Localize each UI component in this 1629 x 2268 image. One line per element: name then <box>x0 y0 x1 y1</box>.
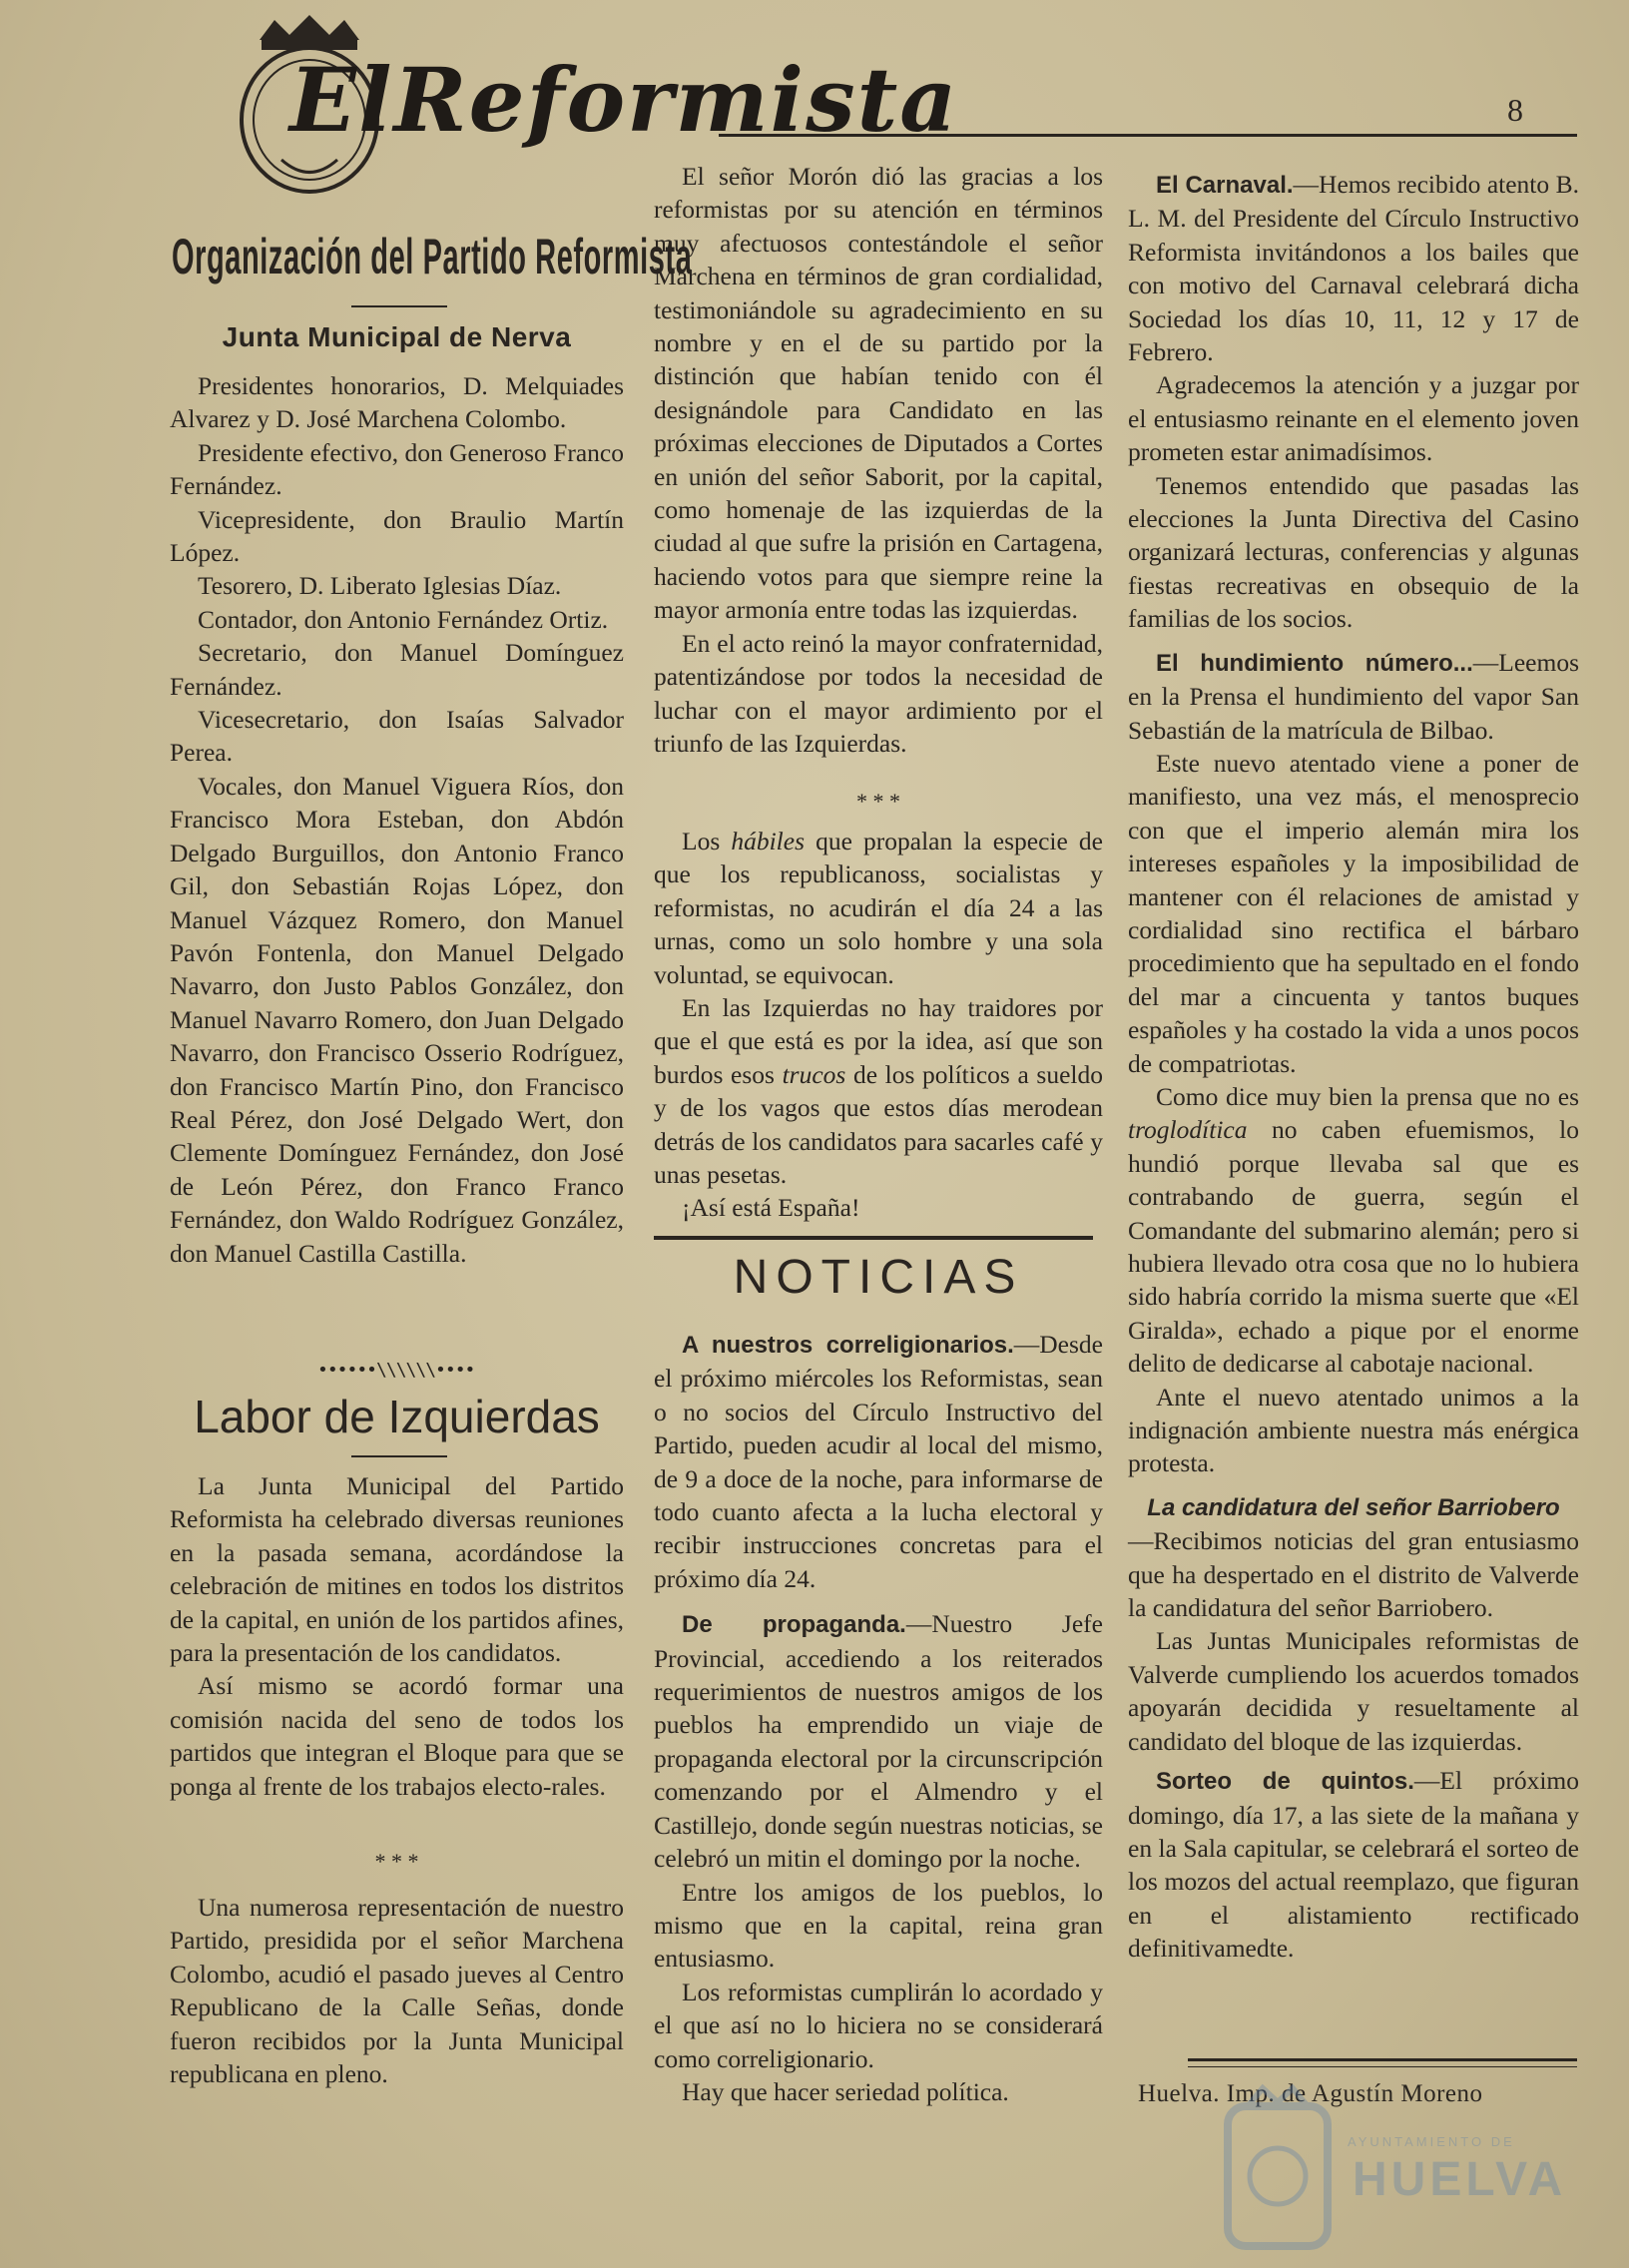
habiles-article <box>654 825 1103 1225</box>
news-item: A nuestros correligionarios.—Desde el próximo miércoles los Reformistas, sean o no socios del Círculo Instructivo del Partido, pueden acudir al local del mismo, de 9 a doce de la noche, para informarse de todo cuanto afecta a la lucha electoral y recibir instrucciones concretas para el próximo día 24. <box>654 1330 1103 1593</box>
column-three <box>1128 168 1579 1966</box>
ornament-divider: ••••••\\\\\\•••• <box>317 1360 475 1381</box>
news-item: Sorteo de quintos.—El próximo domingo, día 17, a las siete de la mañana y en la Sala capitular, se celebrará el sorteo de los mozos del actual reemplazo, que figuran en el alistamiento rectificado definitivamedte. <box>1128 1766 1579 1964</box>
moron-article <box>654 160 1103 760</box>
article-paragraph: ¡Así está España! <box>682 1193 860 1223</box>
header-rule <box>719 134 1577 137</box>
noticias-section <box>654 1328 1103 2108</box>
article-paragraph: Así mismo se acordó formar una comisión nacida del seno de todos los partidos que integran el Bloque para que se ponga al frente de los trabajos electo-rales. <box>170 1671 624 1801</box>
article-paragraph: La Junta Municipal del Partido Reformista ha celebrado diversas reuniones en la pasada semana, acordándose la celebración de mitines en todos los distritos de la capital, en unión de los partidos afines, para la presentación de los candidatos. <box>170 1471 624 1668</box>
junta-members-list <box>170 369 624 1270</box>
headline-rule <box>351 1455 447 1457</box>
stamp-city-text: HUELVA <box>1353 2153 1567 2206</box>
member-entry: Vicepresidente, don Braulio Martín López. <box>170 504 624 568</box>
article-paragraph: Los hábiles que propalan la especie de que los republicanoss, socialistas y reformistas, no acudirán el día 24 a las urnas, como un solo hombre y una sola voluntad, se equivocan. <box>654 827 1103 989</box>
article-paragraph: Ante el nuevo atentado unimos a la indignación ambiente nuestra más enérgica protesta. <box>1128 1382 1579 1478</box>
labor-article-cont <box>170 1891 624 2090</box>
article-paragraph: Hay que hacer seriedad política. <box>682 2076 1009 2106</box>
article-paragraph: Este nuevo atentado viene a poner de manifiesto, una vez más, el menosprecio con que el imperio alemán mira los intereses españoles y la imposibilidad de mantener con él relaciones de amistad y cordialidad sino rectifica el bárbaro procedimiento que ha sepultado en el fondo del mar a cincuenta y tantos buques españoles y ha costado la vida a unos pocos de compatriotas. <box>1128 748 1579 1078</box>
news-item-heading: La candidatura del señor Barriobero <box>1147 1493 1560 1521</box>
section-stars: * * * <box>374 1849 419 1874</box>
article-paragraph: Entre los amigos de los pueblos, lo mismo que en la capital, reina gran entusiasmo. <box>654 1877 1103 1974</box>
news-item: El Carnaval.—Hemos recibido atento B. L. M. del Presidente del Círculo Instructivo Reformista invitándonos a los bailes que con motivo del Carnaval celebrará dicha Sociedad los días 10, 11, 12 y 17 de Febrero. <box>1128 170 1579 367</box>
headline-rule <box>351 305 447 307</box>
news-item: —Recibimos noticias del gran entusiasmo que ha despertado en el distrito de Valverde la candidatura del señor Barriobero. <box>1128 1526 1579 1623</box>
article-paragraph: El señor Morón dió las gracias a los reformistas por su atención en términos muy afectuosos contestándole el señor Marchena en términos de gran cordialidad, testimoniándole su agradecimiento en su nombre y en el de su partido por la distinción que habían tenido con él designándole para Candidato en las próximas elecciones de Diputados a Cortes en unión del señor Saborit, por la capital, como homenaje de las izquierdas de la ciudad al que sufre la prisión en Cartagena, haciendo votos para que siempre reine la mayor armonía entre todas las izquierdas. <box>654 162 1103 625</box>
noticias-heading: NOTICIAS <box>733 1251 1024 1304</box>
member-entry: Tesorero, D. Liberato Iglesias Díaz. <box>198 571 562 601</box>
article-paragraph: Tenemos entendido que pasadas las elecciones la Junta Directiva del Casino organizará lecturas, conferencias y algunas fiestas recreativas en obsequio de la familias de los socios. <box>1128 470 1579 634</box>
printer-imprint: Huelva. Imp. de Agustín Moreno <box>1138 2080 1483 2107</box>
masthead <box>200 10 959 200</box>
member-entry: Contador, don Antonio Fernández Ortiz. <box>198 604 609 634</box>
section-rule <box>654 1236 1093 1240</box>
labor-article <box>170 1469 624 1803</box>
closing-rule <box>1188 2058 1577 2061</box>
article-paragraph: En las Izquierdas no hay traidores por que el que está es por la idea, así que son burdos esos trucos de los políticos a sueldo y de los vagos que estos días merodean detrás de los candidatos para sacarles café y unas pesetas. <box>654 993 1103 1190</box>
subhead-junta-nerva: Junta Municipal de Nerva <box>222 321 572 352</box>
article-paragraph: Una numerosa representación de nuestro Partido, presidida por el señor Marchena Colombo, acudió el pasado jueves al Centro Republicano de la Calle Señas, donde fueron recibidos por la Junta Municipal republicana en pleno. <box>170 1893 624 2089</box>
page-number: 8 <box>1507 92 1523 128</box>
article-paragraph: Como dice muy bien la prensa que no es troglodítica no caben efuemismos, lo hundió porque llevaba sal que es contrabando de guerra, según el Comandante del submarino alemán; pero si hubiera llevado otra cosa que no lo hubiera sido habría corrido la misma suerte que «El Giralda», echado a pique por el enorme delito de dedicarse al cabotaje nacional. <box>1128 1081 1579 1379</box>
member-entry: Presidentes honorarios, D. Melquiades Alvarez y D. José Marchena Colombo. <box>170 371 624 434</box>
headline-labor-izquierdas: Labor de Izquierdas <box>194 1391 600 1442</box>
masthead-title: ElReformista <box>289 48 959 152</box>
member-entry: Presidente efectivo, don Generoso Franco Fernández. <box>170 437 624 501</box>
article-paragraph: En el acto reinó la mayor confraternidad, patentizándose por todos la necesidad de luchar con el mayor ardimiento por el triunfo de las Izquierdas. <box>654 628 1103 758</box>
stamp-top-text: AYUNTAMIENTO DE <box>1348 2134 1515 2149</box>
article-paragraph: Los reformistas cumplirán lo acordado y el que así no lo hiciera no se considerará como correligionario. <box>654 1977 1103 2073</box>
section-stars: * * * <box>856 789 900 814</box>
closing-rule-thin <box>1188 2066 1577 2067</box>
member-entry: Vicesecretario, don Isaías Salvador Perea. <box>170 705 624 768</box>
member-entry: Vocales, don Manuel Viguera Ríos, don Francisco Mora Esteban, don Abdón Delgado Burguillos, don Antonio Franco Gil, don Sebastián Rojas López, don Manuel Vázquez Romero, don Manuel Pavón Fontenla, don Manuel Delgado Navarro, don Justo Pablos González, don Manuel Navarro Romero, don Juan Delgado Navarro, don Francisco Osserio Rodríguez, don Francisco Martín Pino, don Francisco Real Pérez, don José Delgado Wert, don Clemente Domínguez Fernández, don José de León Pérez, don Franco Franco Fernández, don Waldo Rodríguez González, don Manuel Castilla Castilla. <box>170 771 624 1268</box>
member-entry: Secretario, don Manuel Domínguez Fernández. <box>170 638 624 701</box>
archive-stamp <box>1208 2076 1587 2256</box>
headline-organizacion: Organización del Partido Reformista <box>172 229 693 284</box>
news-item: De propaganda.—Nuestro Jefe Provincial, accediendo a los reiterados requerimientos de nuestros amigos de los pueblos ha emprendido un viaje de propaganda electoral por la circunscripción comenzando por el Almendro y el Castillejo, donde según nuestras noticias, se celebró un mitin el domingo por la noche. <box>654 1609 1103 1874</box>
news-item: El hundimiento número...—Leemos en la Prensa el hundimiento del vapor San Sebastián de la matrícula de Bilbao. <box>1128 647 1579 745</box>
article-paragraph: Agradecemos la atención y a juzgar por el entusiasmo reinante en el elemento joven prometen estar animadísimos. <box>1128 370 1579 467</box>
article-paragraph: Las Juntas Municipales reformistas de Valverde cumpliendo los acuerdos tomados apoyarán decidida y resueltamente al candidato del bloque de las izquierdas. <box>1128 1626 1579 1756</box>
